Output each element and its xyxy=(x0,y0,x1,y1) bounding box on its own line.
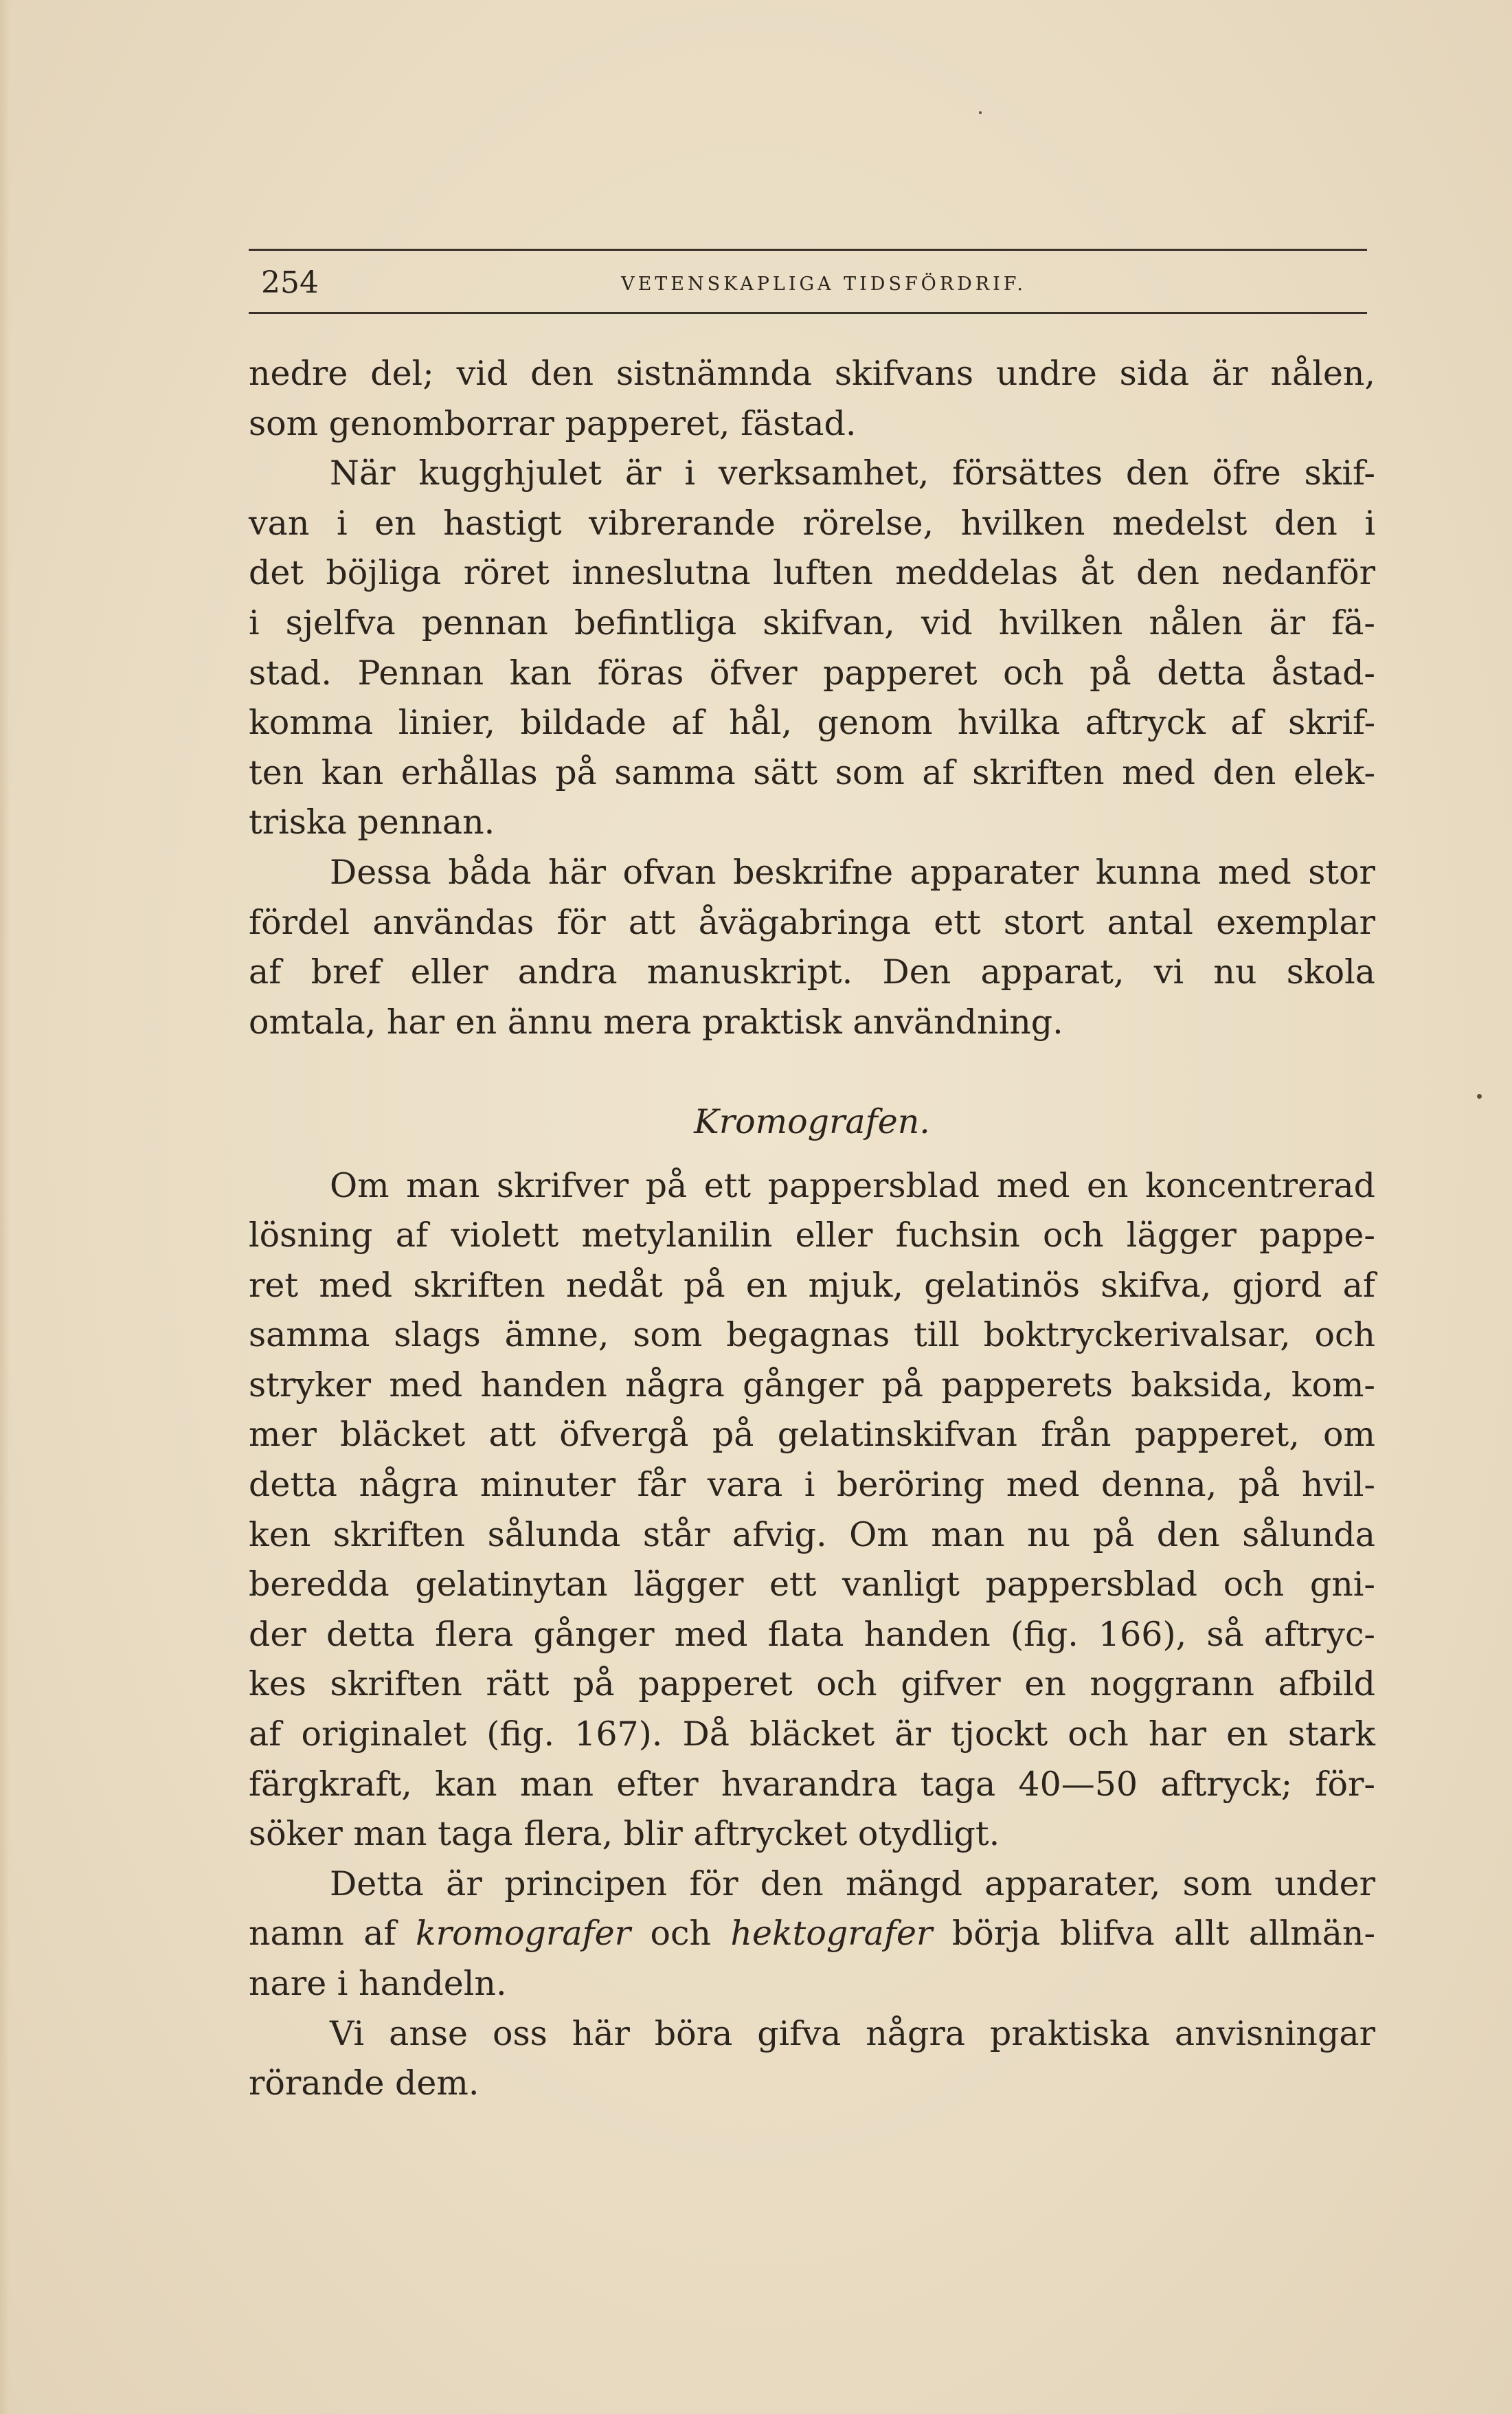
text-line: mer bläcket att öfvergå på gelatinskifvan från papperet, om xyxy=(249,1415,1375,1455)
page-header xyxy=(249,249,1367,315)
text-line: som genomborrar papperet, fästad. xyxy=(249,403,857,443)
text-line: När kugghjulet är i verksamhet, försättes den öfre skif- xyxy=(330,454,1375,493)
text-line: rörande dem. xyxy=(249,2064,479,2103)
text-line: i sjelfva pennan befintliga skifvan, vid hvilken nålen är fä- xyxy=(249,603,1375,642)
text-line: stryker med handen några gånger på papperets baksida, kom- xyxy=(249,1365,1375,1405)
text-line: fördel användas för att åvägabringa ett stort antal exemplar xyxy=(249,902,1375,942)
text-line: Dessa båda här ofvan beskrifne apparater kunna med stor xyxy=(330,852,1375,892)
text-line: ken skriften sålunda står afvig. Om man nu på den sålunda xyxy=(249,1515,1375,1554)
text-line: triska pennan. xyxy=(249,803,495,842)
body-text xyxy=(249,349,1375,2109)
text-line: komma linier, bildade af hål, genom hvilka aftryck af skrif- xyxy=(249,703,1375,743)
section-gap xyxy=(249,1047,1375,1097)
italic-term: hektografer xyxy=(730,1914,933,1954)
paper-speck xyxy=(1477,1094,1482,1099)
text-line: lösning af violett metylanilin eller fuchsin och lägger pappe- xyxy=(249,1216,1375,1255)
text-line: af bref eller andra manuskript. Den apparat, vi nu skola xyxy=(249,952,1375,992)
text-line: Vi anse oss här böra gifva några praktiska anvisningar xyxy=(330,2013,1375,2053)
text-line: färgkraft, kan man efter hvarandra taga 40—50 aftryck; för- xyxy=(249,1764,1375,1804)
section-title: Kromografen. xyxy=(694,1102,930,1141)
text-line: det böjliga röret inneslutna luften meddelas åt den nedanför xyxy=(249,553,1375,593)
paper-speck xyxy=(979,111,982,114)
text-line: nare i handeln. xyxy=(249,1964,507,2003)
section-gap xyxy=(249,1148,1375,1161)
text-line: Detta är principen för den mängd apparater, som under xyxy=(330,1864,1375,1903)
text-line: nedre del; vid den sistnämnda skifvans undre sida är nålen, xyxy=(249,354,1375,393)
page-number: 254 xyxy=(261,265,319,300)
text-line: söker man taga flera, blir aftrycket otydligt. xyxy=(249,1814,1000,1854)
text-line: ten kan erhållas på samma sätt som af skriften med den elek- xyxy=(249,752,1375,792)
text-run: namn af xyxy=(249,1914,396,1954)
running-head: VETENSKAPLIGA TIDSFÖRDRIF. xyxy=(621,273,1026,295)
text-line: omtala, har en ännu mera praktisk användning. xyxy=(249,1002,1063,1042)
text-line: Om man skrifver på ett pappersblad med en koncentrerad xyxy=(330,1165,1375,1205)
page-edge-shadow xyxy=(0,0,10,2414)
text-line: kes skriften rätt på papperet och gifver en noggrann afbild xyxy=(249,1664,1375,1704)
text-line: detta några minuter får vara i beröring med denna, på hvil- xyxy=(249,1465,1375,1505)
header-rule-top xyxy=(249,249,1367,251)
italic-term: kromografer xyxy=(415,1914,631,1954)
text-line: beredda gelatinytan lägger ett vanligt pappersblad och gni- xyxy=(249,1565,1375,1605)
text-line: af originalet (fig. 167). Då bläcket är tjockt och har en stark xyxy=(249,1714,1375,1754)
text-line: ret med skriften nedåt på en mjuk, gelatinös skifva, gjord af xyxy=(249,1265,1375,1305)
text-line-mixed xyxy=(249,1909,1375,1959)
text-line: van i en hastigt vibrerande rörelse, hvilken medelst den i xyxy=(249,503,1375,543)
header-rule-bottom xyxy=(249,312,1367,314)
text-line: der detta flera gånger med flata handen (fig. 166), så aftryc- xyxy=(249,1614,1375,1654)
text-line: samma slags ämne, som begagnas till boktryckerivalsar, och xyxy=(249,1315,1375,1355)
text-run: börja blifva allt allmän- xyxy=(951,1914,1376,1954)
text-run: och xyxy=(650,1914,712,1954)
text-line: stad. Pennan kan föras öfver papperet och på detta åstad- xyxy=(249,653,1375,693)
